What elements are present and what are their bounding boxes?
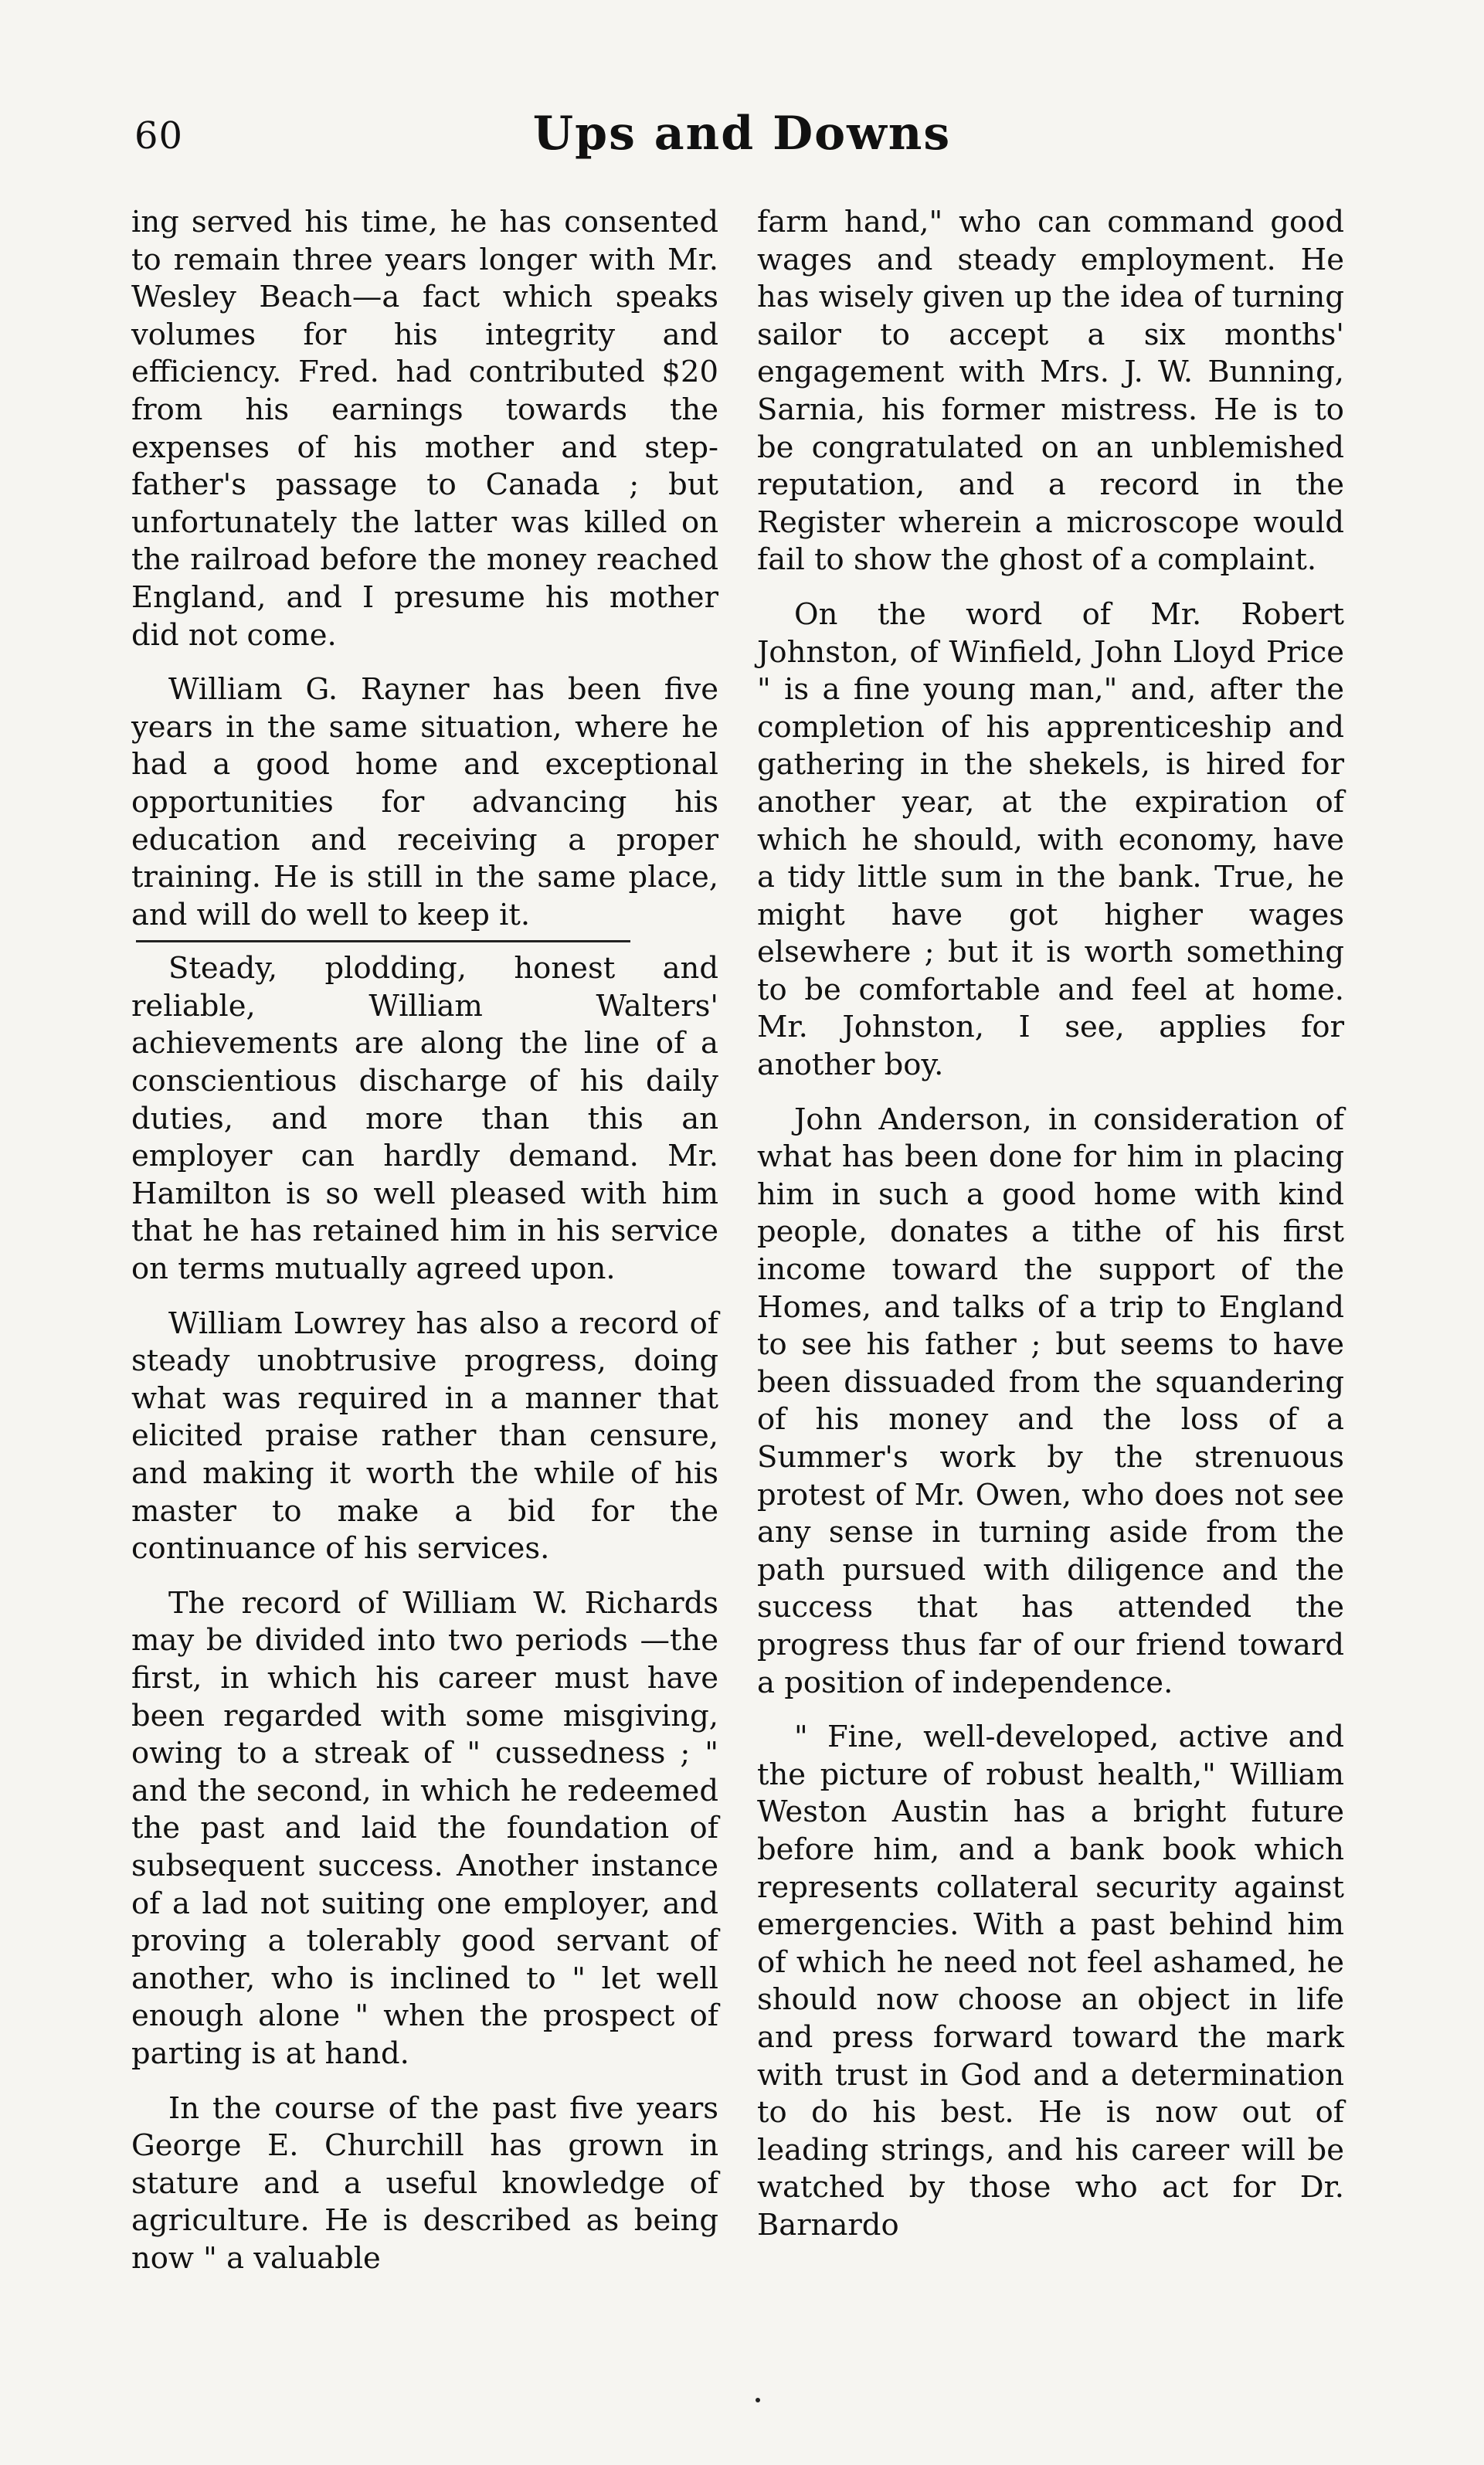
paragraph: In the course of the past five years George E. Churchill has grown in stature and a useful knowledge of agriculture. He is described as being now " a valuable	[131, 2090, 718, 2276]
underline-rule	[136, 940, 630, 942]
paragraph: On the word of Mr. Robert Johnston, of Winfield, John Lloyd Price " is a fine young man," and, after the completion of his apprenticeship and gathering in the shekels, is hired for another year, at the expiration of which he should, with economy, have a tidy little sum in the bank. True, he might have got higher wages elsewhere ; but it is worth something to be comfortable and feel at home. Mr. Johnston, I see, applies for another boy.	[757, 596, 1344, 1083]
page-number: 60	[134, 114, 184, 158]
right-column	[757, 204, 1344, 2261]
paragraph: " Fine, well-developed, active and the picture of robust health," William Weston Austin has a bright future before him, and a bank book which represents collateral security against emergencies. With a past behind him of which he need not feel ashamed, he should now choose an object in life and press forward toward the mark with trust in God and a determination to do his best. He is now out of leading strings, and his career will be watched by those who act for Dr. Barnardo	[757, 1720, 1344, 2243]
paragraph: farm hand," who can command good wages and steady employment. He has wisely given up the idea of turning sailor to accept a six months' engagement with Mrs. J. W. Bunning, Sarnia, his former mistress. He is to be congratulated on an unblemished reputation, and a record in the Register wherein a microscope would fail to show the ghost of a complaint.	[757, 205, 1344, 578]
paragraph: ing served his time, he has consented to remain three years longer with Mr. Wesley Beach—a fact which speaks volumes for his integrity and efficiency. Fred. had contributed $20 from his earnings towards the expenses of his mother and step-father's passage to Canada ; but unfortunately the latter was killed on the railroad before the money reached England, and I presume his mother did not come.	[131, 205, 718, 653]
paragraph: The record of William W. Richards may be divided into two periods —the first, in which his career must have been regarded with some misgiving, owing to a streak of " cussedness ; " and the second, in which he redeemed the past and laid the foundation of subsequent success. Another instance of a lad not suiting one employer, and proving a tolerably good servant of another, who is inclined to " let well enough alone " when the prospect of parting is at hand.	[131, 1585, 718, 2071]
left-column	[131, 204, 718, 2294]
running-title: Ups and Downs	[532, 107, 952, 161]
print-speck	[756, 2398, 760, 2402]
paragraph: John Anderson, in consideration of what has been done for him in placing him in such a good home with kind people, donates a tithe of his first income toward the support of the Homes, and talks of a trip to England to see his father ; but seems to have been dissuaded from the squandering of his money and the loss of a Summer's work by the strenuous protest of Mr. Owen, who does not see any sense in turning aside from the path pursued with diligence and the success that has attended the progress thus far of our friend toward a position of independence.	[757, 1102, 1344, 1700]
paragraph: William G. Rayner has been five years in the same situation, where he had a good home and exceptional opportunities for advancing his education and receiving a proper training. He is still in the same place, and will do well to keep it.	[131, 672, 718, 932]
paragraph: William Lowrey has also a record of steady unobtrusive progress, doing what was required in a manner that elicited praise rather than censure, and making it worth the while of his master to make a bid for the continuance of his services.	[131, 1305, 718, 1567]
paragraph: Steady, plodding, honest and reliable, William Walters' achievements are along the line of a conscientious discharge of his daily duties, and more than this an employer can hardly demand. Mr. Hamilton is so well pleased with him that he has retained him in his service on terms mutually agreed upon.	[131, 951, 718, 1287]
